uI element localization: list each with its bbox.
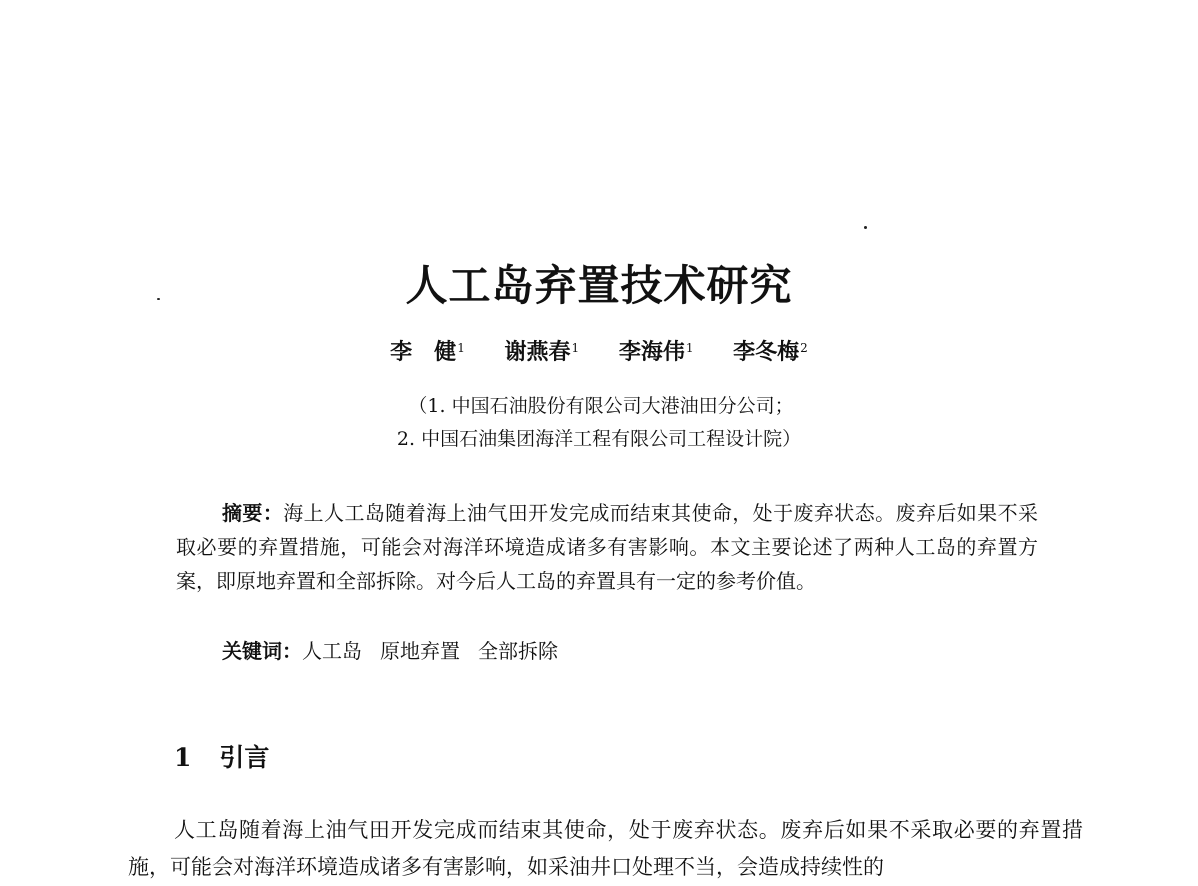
author bbox=[619, 336, 694, 368]
keyword: 人工岛 bbox=[302, 639, 362, 663]
scan-speck bbox=[864, 226, 867, 229]
affiliation-line: （1. 中国石油股份有限公司大港油田分公司； bbox=[408, 395, 794, 417]
section-title: 引言 bbox=[219, 743, 270, 772]
author bbox=[505, 336, 580, 368]
body-paragraph: 人工岛随着海上油气田开发完成而结束其使命，处于废弃状态。废弃后如果不采取必要的弃置措施，可能会对海洋环境造成诸多有害影响，如采油井口处理不当，会造成持续性的 bbox=[128, 818, 1083, 879]
section-heading bbox=[174, 740, 269, 776]
keywords bbox=[222, 634, 576, 668]
author-list bbox=[0, 336, 1198, 368]
keyword: 全部拆除 bbox=[478, 639, 558, 663]
abstract-label: 摘要： bbox=[222, 501, 284, 525]
section-number: 1 bbox=[174, 743, 192, 772]
author bbox=[390, 336, 465, 368]
keyword: 原地弃置 bbox=[380, 639, 460, 663]
abstract bbox=[176, 496, 1038, 598]
author-affiliation-mark: 1 bbox=[457, 341, 465, 355]
author-name: 李海伟 bbox=[618, 339, 685, 365]
author-name: 李冬梅 bbox=[733, 339, 800, 365]
abstract-text: 海上人工岛随着海上油气田开发完成而结束其使命，处于废弃状态。废弃后如果不采取必要的弃置措施，可能会对海洋环境造成诸多有害影响。本文主要论述了两种人工岛的弃置方案，即原地弃置和全部拆除。对今后人工岛的弃置具有一定的参考价值。 bbox=[176, 501, 1039, 593]
paper-title: 人工岛弃置技术研究 bbox=[405, 261, 793, 310]
author-affiliation-mark: 1 bbox=[685, 341, 694, 355]
author-name: 李 健 bbox=[390, 339, 457, 365]
keywords-label: 关键词： bbox=[222, 639, 302, 663]
author-affiliation-mark: 1 bbox=[571, 341, 580, 355]
affiliation-line: 2. 中国石油集团海洋工程有限公司工程设计院） bbox=[396, 428, 802, 450]
author bbox=[733, 336, 808, 368]
author-name: 谢燕春 bbox=[504, 339, 571, 365]
author-affiliation-mark: 2 bbox=[800, 341, 808, 355]
